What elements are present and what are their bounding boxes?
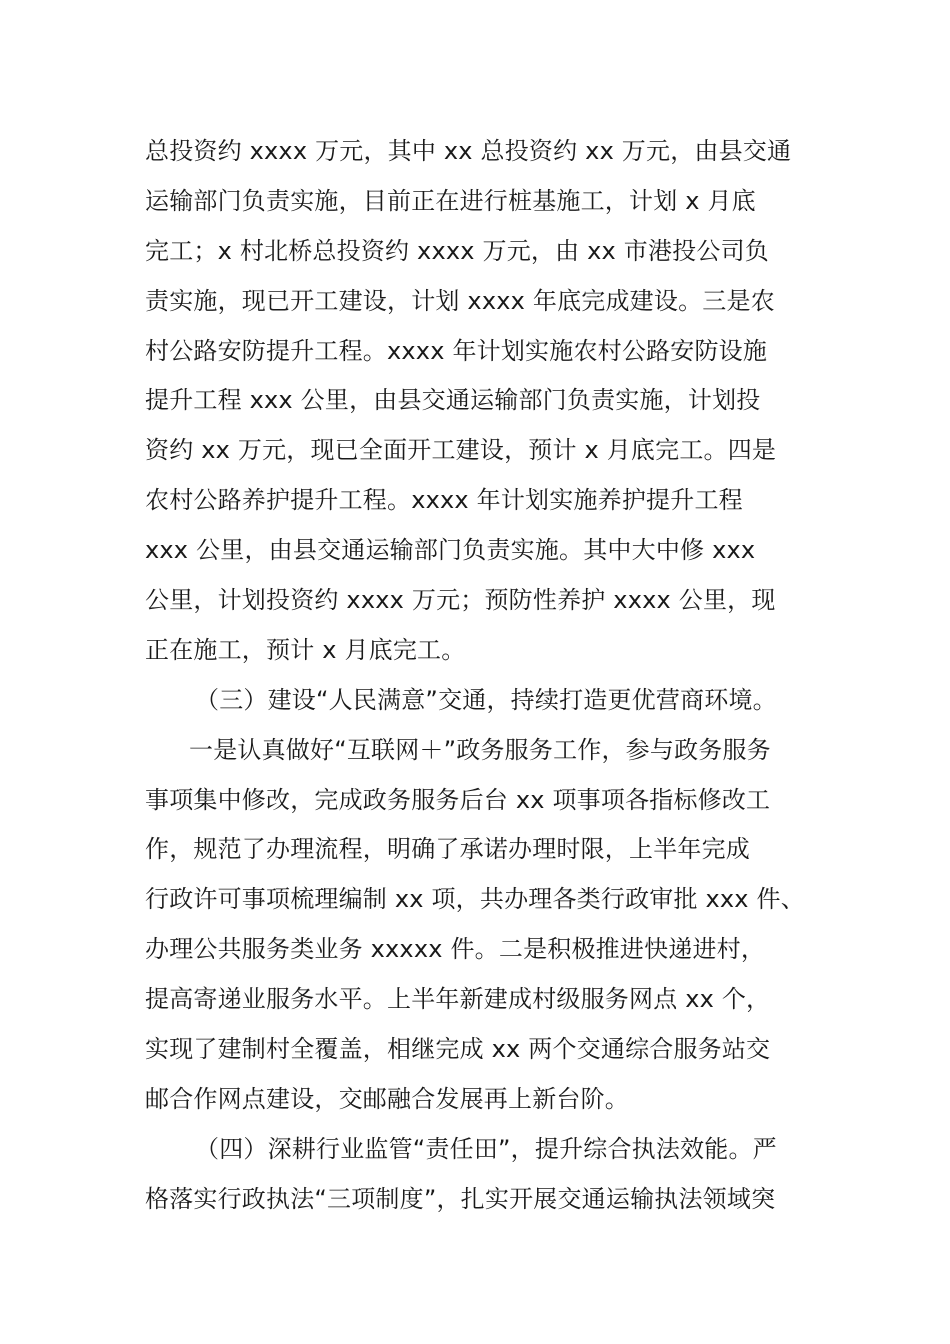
section-heading-3: （三）建设“人民满意”交通，持续打造更优营商环境。 (195, 685, 777, 714)
text-line: 提升工程 xxx 公里，由县交通运输部门负责实施，计划投 (145, 386, 761, 415)
text-line: 行政许可事项梳理编制 xx 项，共办理各类行政审批 xxx 件、 (145, 885, 805, 914)
text-line: 办理公共服务类业务 xxxxx 件。二是积极推进快递进村， (145, 935, 766, 964)
text-line: 作，规范了办理流程，明确了承诺办理时限，上半年完成 (145, 835, 750, 864)
text-line: 事项集中修改，完成政务服务后台 xx 项事项各指标修改工 (145, 785, 771, 814)
text-line: 村公路安防提升工程。xxxx 年计划实施农村公路安防设施 (145, 336, 768, 365)
text-line: xxx 公里，由县交通运输部门负责实施。其中大中修 xxx (145, 536, 756, 565)
text-line: 责实施，现已开工建设，计划 xxxx 年底完成建设。三是农 (145, 286, 775, 315)
text-line: 公里，计划投资约 xxxx 万元；预防性养护 xxxx 公里，现 (145, 586, 776, 615)
text-line: 正在施工，预计 x 月底完工。 (145, 635, 466, 664)
text-line: 运输部门负责实施，目前正在进行桩基施工，计划 x 月底 (145, 186, 756, 215)
text-line: 农村公路养护提升工程。xxxx 年计划实施养护提升工程 (145, 486, 743, 515)
paragraph-start: 一是认真做好“互联网＋”政务服务工作，参与政务服务 (189, 735, 771, 764)
text-line: 邮合作网点建设，交邮融合发展再上新台阶。 (145, 1084, 629, 1113)
text-line: 实现了建制村全覆盖，相继完成 xx 两个交通综合服务站交 (145, 1035, 771, 1064)
section-heading-4: （四）深耕行业监管“责任田”，提升综合执法效能。严 (195, 1134, 777, 1163)
text-line: 总投资约 xxxx 万元，其中 xx 总投资约 xx 万元，由县交通 (145, 137, 792, 165)
text-line: 资约 xx 万元，现已全面开工建设，预计 x 月底完工。四是 (145, 436, 777, 465)
text-line: 完工；x 村北桥总投资约 xxxx 万元，由 xx 市港投公司负 (145, 236, 769, 265)
body-text (145, 127, 825, 1225)
text-line: 格落实行政执法“三项制度”，扎实开展交通运输执法领域突 (145, 1184, 776, 1213)
text-line: 提高寄递业服务水平。上半年新建成村级服务网点 xx 个， (145, 985, 771, 1014)
